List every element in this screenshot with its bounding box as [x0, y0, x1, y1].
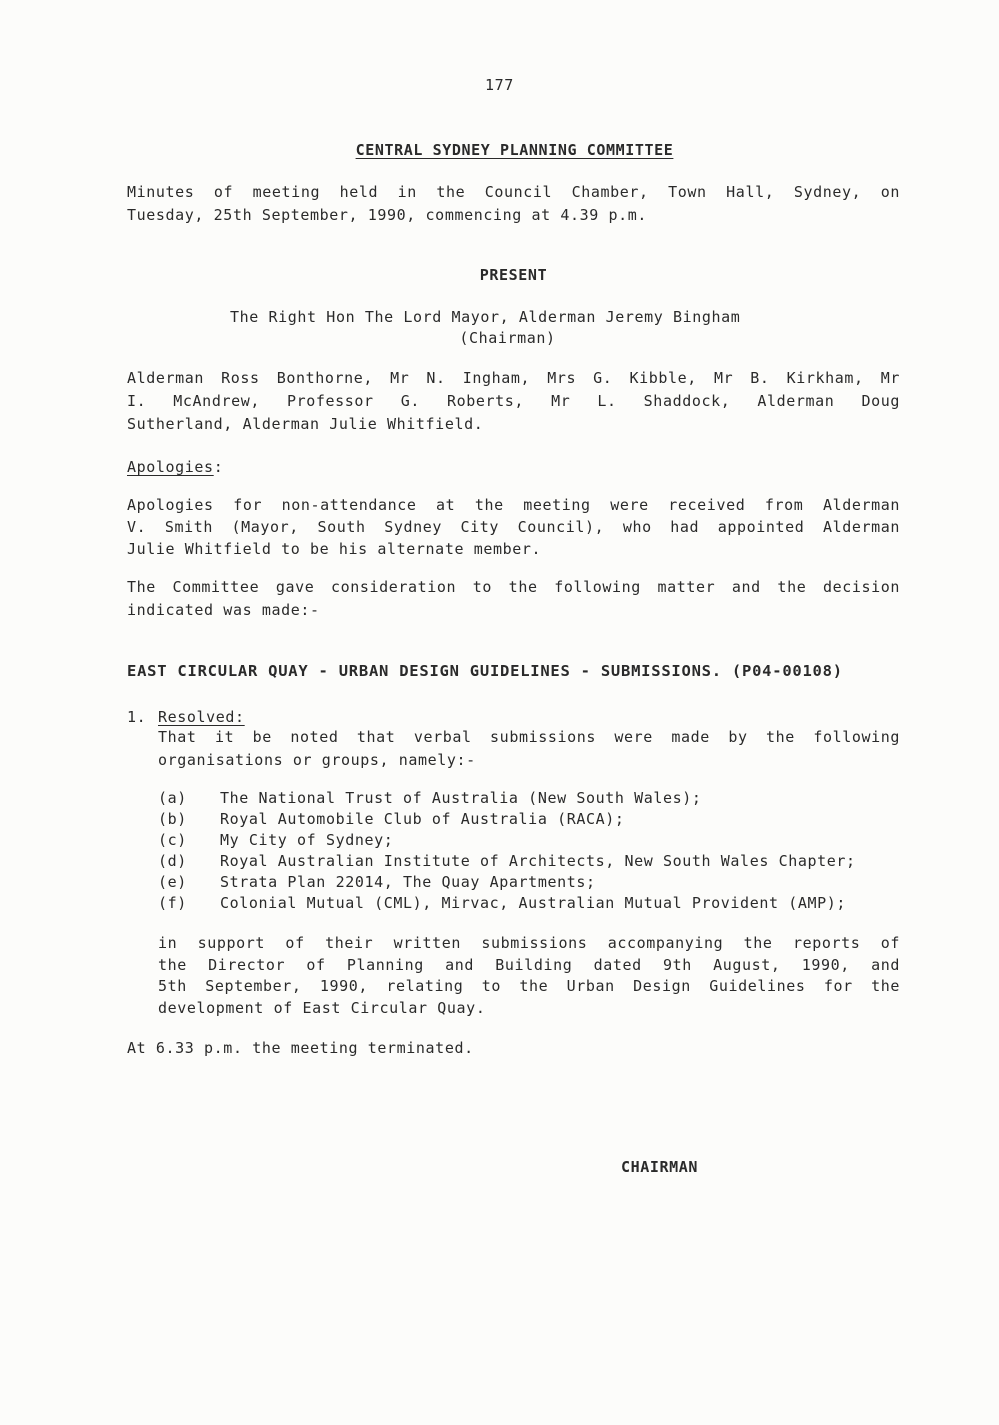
- members-line-3: Sutherland, Alderman Julie Whitfield.: [127, 415, 484, 433]
- chairman-name: The Right Hon The Lord Mayor, Alderman Jeremy Bingham: [230, 308, 741, 326]
- resolution-line-1: That it be noted that verbal submissions were made by the following: [158, 728, 900, 746]
- support-line-4: development of East Circular Quay.: [158, 999, 486, 1017]
- list-item-text: Colonial Mutual (CML), Mirvac, Australian Mutual Provident (AMP);: [220, 894, 846, 912]
- support-line-3: 5th September, 1990, relating to the Urban Design Guidelines for the: [158, 977, 900, 995]
- list-item-label: (f): [158, 894, 187, 912]
- list-item-label: (a): [158, 789, 187, 807]
- list-item: [158, 831, 393, 849]
- support-line-2: the Director of Planning and Building dated 9th August, 1990, and: [158, 956, 900, 974]
- consideration-line-1: The Committee gave consideration to the following matter and the decision: [127, 578, 900, 596]
- support-line-1: in support of their written submissions accompanying the reports of: [158, 934, 900, 952]
- list-item: [158, 789, 702, 807]
- item-number: 1.: [127, 708, 147, 726]
- members-line-2: I. McAndrew, Professor G. Roberts, Mr L. Shaddock, Alderman Doug: [127, 392, 900, 410]
- resolution-line-2: organisations or groups, namely:-: [158, 751, 476, 769]
- members-line-1: Alderman Ross Bonthorne, Mr N. Ingham, Mrs G. Kibble, Mr B. Kirkham, Mr: [127, 369, 900, 387]
- list-item-text: Royal Automobile Club of Australia (RACA);: [220, 810, 625, 828]
- list-item-text: My City of Sydney;: [220, 831, 394, 849]
- list-item-label: (d): [158, 852, 187, 870]
- chairman-signature-label: CHAIRMAN: [621, 1158, 699, 1176]
- apologies-line-1: Apologies for non-attendance at the meeting were received from Alderman: [127, 496, 900, 514]
- apologies-heading: [127, 458, 223, 476]
- list-item-label: (e): [158, 873, 187, 891]
- apologies-colon: :: [213, 458, 224, 476]
- list-item-label: (b): [158, 810, 187, 828]
- list-item-text: Royal Australian Institute of Architects, New South Wales Chapter;: [220, 852, 856, 870]
- list-item: [158, 852, 856, 870]
- list-item: [158, 894, 846, 912]
- apologies-line-3: Julie Whitfield to be his alternate member.: [127, 540, 542, 558]
- list-item: [158, 873, 596, 891]
- list-item: [158, 810, 625, 828]
- intro-line-1: Minutes of meeting held in the Council Chamber, Town Hall, Sydney, on: [127, 183, 900, 201]
- termination-note: At 6.33 p.m. the meeting terminated.: [127, 1039, 474, 1057]
- list-item-text: The National Trust of Australia (New South Wales);: [220, 789, 702, 807]
- apologies-line-2: V. Smith (Mayor, South Sydney City Council), who had appointed Alderman: [127, 518, 900, 536]
- present-heading: PRESENT: [479, 266, 548, 284]
- page-title: CENTRAL SYDNEY PLANNING COMMITTEE: [355, 141, 674, 159]
- intro-line-2: Tuesday, 25th September, 1990, commencing at 4.39 p.m.: [127, 206, 648, 224]
- page-number: 177: [485, 76, 514, 94]
- list-item-text: Strata Plan 22014, The Quay Apartments;: [220, 873, 596, 891]
- chairman-role: (Chairman): [459, 329, 556, 347]
- resolved-heading: Resolved:: [158, 708, 245, 726]
- item-title: EAST CIRCULAR QUAY - URBAN DESIGN GUIDELINES - SUBMISSIONS. (P04-00108): [127, 662, 843, 680]
- consideration-line-2: indicated was made:-: [127, 601, 320, 619]
- apologies-heading-text: Apologies: [127, 458, 214, 476]
- list-item-label: (c): [158, 831, 187, 849]
